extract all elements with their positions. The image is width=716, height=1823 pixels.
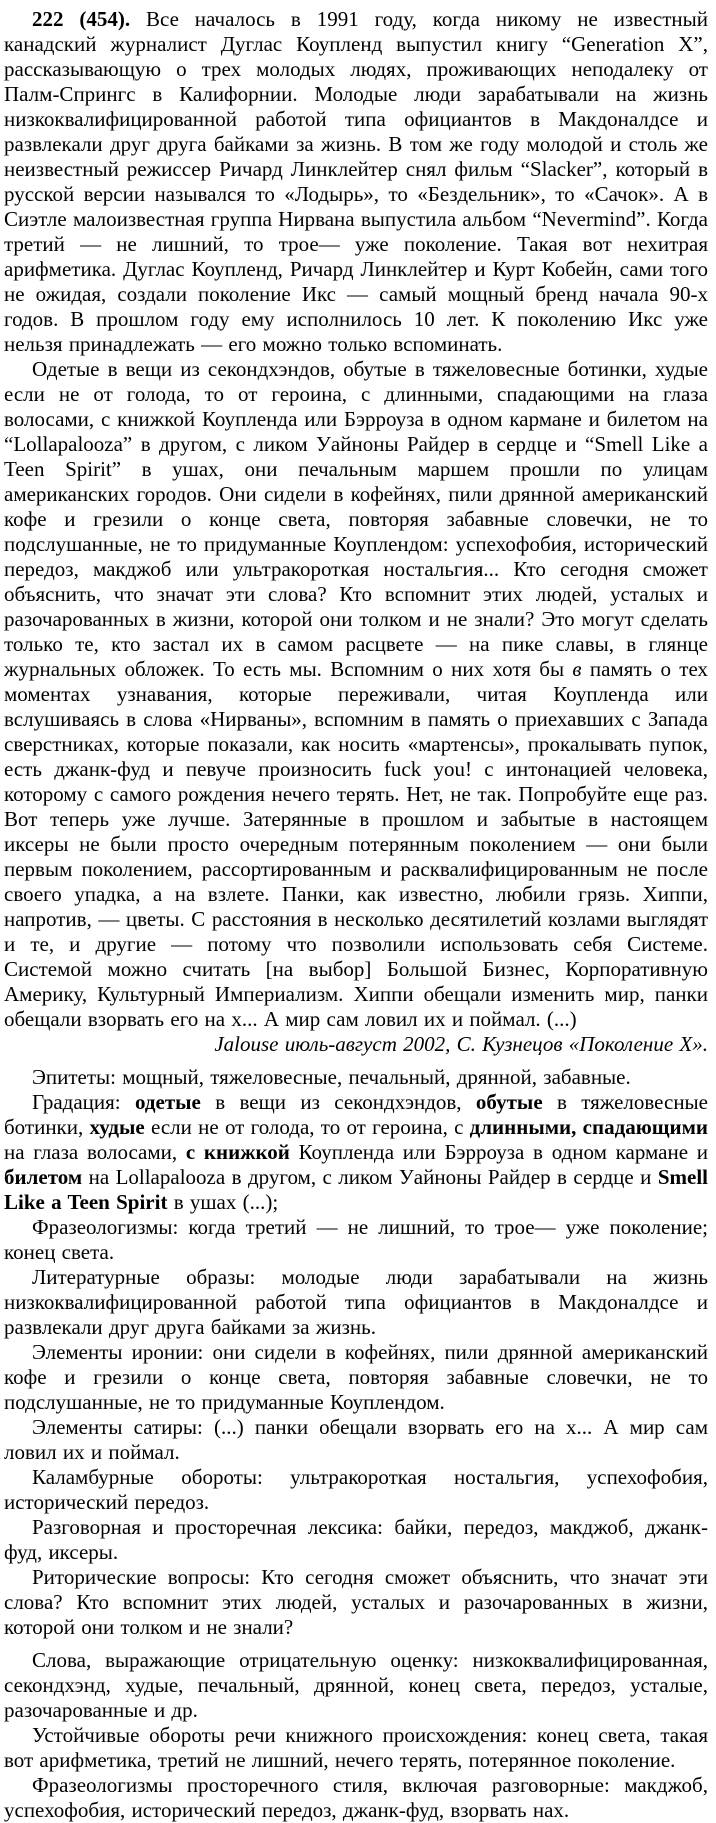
document-body	[4, 7, 708, 1823]
text-run: худые	[89, 1115, 145, 1139]
text-run: одетые	[134, 1090, 201, 1114]
source-citation	[4, 1032, 708, 1057]
text-run: Эпитеты: мощный, тяжеловесные, печальный, дрянной, забавные.	[32, 1065, 631, 1089]
text-run: Каламбурные обороты: ультракороткая ностальгия, успехофобия, исторический передоз.	[4, 1465, 708, 1514]
text-run: в тяжеловесные ботинки,	[4, 1090, 708, 1139]
analysis-pun-phrases	[4, 1465, 708, 1515]
text-run: в	[572, 657, 582, 681]
text-run: Элементы иронии: они сидели в кофейнях, пили дрянной американский кофе и грезили о конце света, повторяя забавные словечки, не то подслушанные, не то придуманные Коуплендом.	[4, 1340, 708, 1414]
text-run: Градация:	[32, 1090, 135, 1114]
analysis-bookish-set-phrases	[4, 1723, 708, 1773]
citation-text: Jalouse июль-август 2002, С. Кузнецов «Поколение Х».	[214, 1032, 708, 1056]
text-run: Коупленда или Бэрроуза в одном кармане и	[289, 1140, 708, 1164]
text-run: Литературные образы: молодые люди зарабатывали на жизнь низкоквалифицированной работой типа официантов в Макдоналдсе и развлекали друг друга байками за жизнь.	[4, 1265, 708, 1339]
analysis-negative-evaluation-words	[4, 1648, 708, 1723]
text-run: в ушах (...);	[167, 1190, 279, 1214]
analysis-phraseologisms	[4, 1215, 708, 1265]
text-run: Слова, выражающие отрицательную оценку: низкоквалифицированная, секондхэнд, худые, печальный, дрянной, конец света, передоз, усталые, разочарованные и др.	[4, 1648, 708, 1722]
text-run: Устойчивые обороты речи книжного происхождения: конец света, такая вот арифметика, третий не лишний, нечего терять, потерянное поколение.	[4, 1723, 708, 1772]
analysis-gradation	[4, 1090, 708, 1215]
text-run: Все началось в 1991 году, когда никому не известный канадский журналист Дуглас Коупленд выпустил книгу “Generation X”, рассказывающую о трех молодых людях, проживающих неподалеку от Палм-Спрингс в Калифорнии. Молодые люди зарабатывали на жизнь низкоквалифицированной работой типа официантов в Макдоналдсе и развлекали друг друга байками за жизнь. В том же году молодой и столь же неизвестный режиссер Ричард Линклейтер снял фильм “Slacker”, который в русской версии назывался то «Лодырь», то «Бездельник», то «Сачок». А в Сиэтле малоизвестная группа Нирвана выпустила альбом “Nevermind”. Когда третий — не лишний, то трое— уже поколение. Такая вот нехитрая арифметика. Дуглас Коупленд, Ричард Линклейтер и Курт Кобейн, сами того не ожидая, создали поколение Икс — самый мощный бренд начала 90-х годов. В прошлом году ему исполнилось 10 лет. К поколению Икс уже нельзя принадлежать — его можно только вспоминать.	[4, 7, 708, 356]
text-run: на глаза волосами,	[4, 1140, 186, 1164]
analysis-rhetorical-questions	[4, 1565, 708, 1640]
text-run: Риторические вопросы: Кто сегодня сможет объяснить, что значат эти слова? Кто вспомнит этих людей, усталых и разочарованных в жизни, которой они толком и не знали?	[4, 1565, 708, 1639]
text-run: Одетые в вещи из секондхэндов, обутые в тяжеловесные ботинки, худые если не от голода, то от героина, с длинными, спадающими на глаза волосами, с книжкой Коупленда или Бэрроуза в одном кармане и билетом на “Lollapalooza” в другом, с ликом Уайноны Райдер в сердце и “Smell Like a Teen Spirit” в ушах, они печальным маршем прошли по улицам американских городов. Они сидели в кофейнях, пили дрянной американский кофе и грезили о конце света, повторяя забавные словечки, не то подслушанные, не то придуманные Коуплендом: успехофобия, исторический передоз, макджоб или ультракороткая ностальгия... Кто сегодня сможет объяснить, что значат эти слова? Кто вспомнит этих людей, усталых и разочарованных в жизни, которой они толком и не знали? Это могут сделать только те, кто застал их в самом расцвете — на пике славы, в глянце журнальных обложек. То есть мы. Вспомним о них хотя бы	[4, 357, 708, 681]
analysis-epithets	[4, 1065, 708, 1090]
text-run: Smell Like a Teen Spirit	[4, 1165, 708, 1214]
text-run: Фразеологизмы просторечного стиля, включая разговорные: макджоб, успехофобия, исторический передоз, джанк-фуд, взорвать нах.	[4, 1773, 708, 1822]
text-run: в вещи из секондхэндов,	[200, 1090, 476, 1114]
exercise-number: 222 (454).	[32, 7, 147, 31]
text-run: если не от голода, то от героина, с	[144, 1115, 470, 1139]
text-run: обутые	[475, 1090, 543, 1114]
text-run: Разговорная и просторечная лексика: байки, передоз, макджоб, джанк-фуд, иксеры.	[4, 1515, 708, 1564]
text-run: билетом	[4, 1165, 83, 1189]
exercise-text-paragraph-2	[4, 357, 708, 1032]
analysis-satire-elements	[4, 1415, 708, 1465]
analysis-colloquial-lexicon	[4, 1515, 708, 1565]
text-run: Элементы сатиры: (...) панки обещали взорвать его на х... А мир сам ловил их и поймал.	[4, 1415, 708, 1464]
text-run: с книжкой	[185, 1140, 290, 1164]
text-run: длинными, спадающими	[469, 1115, 708, 1139]
text-run: Фразеологизмы: когда третий — не лишний, то трое— уже поколение; конец света.	[4, 1215, 708, 1264]
exercise-text-paragraph-1	[4, 7, 708, 357]
text-run: на Lollapalooza в другом, с ликом Уайноны Райдер в сердце и	[82, 1165, 658, 1189]
analysis-vernacular-phraseologisms	[4, 1773, 708, 1823]
text-run: память о тех моментах узнавания, которые переживали, читая Коупленда или вслушиваясь в слова «Нирваны», вспомним в память о приехавших с Запада сверстниках, которые показали, как носить «мартенсы», прокалывать пупок, есть джанк-фуд и певуче произносить fuck you! с интонацией человека, которому с самого рождения нечего терять. Нет, не так. Попробуйте еще раз. Вот теперь уже лучше. Затерянные в прошлом и забытые в настоящем иксеры не были просто очередным потерянным поколением — они были первым поколением, рассортированным и расквалифицированным не после своего упадка, а на взлете. Панки, как известно, любили грязь. Хиппи, напротив, — цветы. С расстояния в несколько десятилетий козлами выглядят и те, и другие — потому что позволили использовать себя Системе. Системой можно считать [на выбор] Большой Бизнес, Корпоративную Америку, Культурный Империализм. Хиппи обещали изменить мир, панки обещали взорвать его на х... А мир сам ловил их и поймал. (...)	[4, 657, 708, 1031]
analysis-irony-elements	[4, 1340, 708, 1415]
analysis-literary-images	[4, 1265, 708, 1340]
